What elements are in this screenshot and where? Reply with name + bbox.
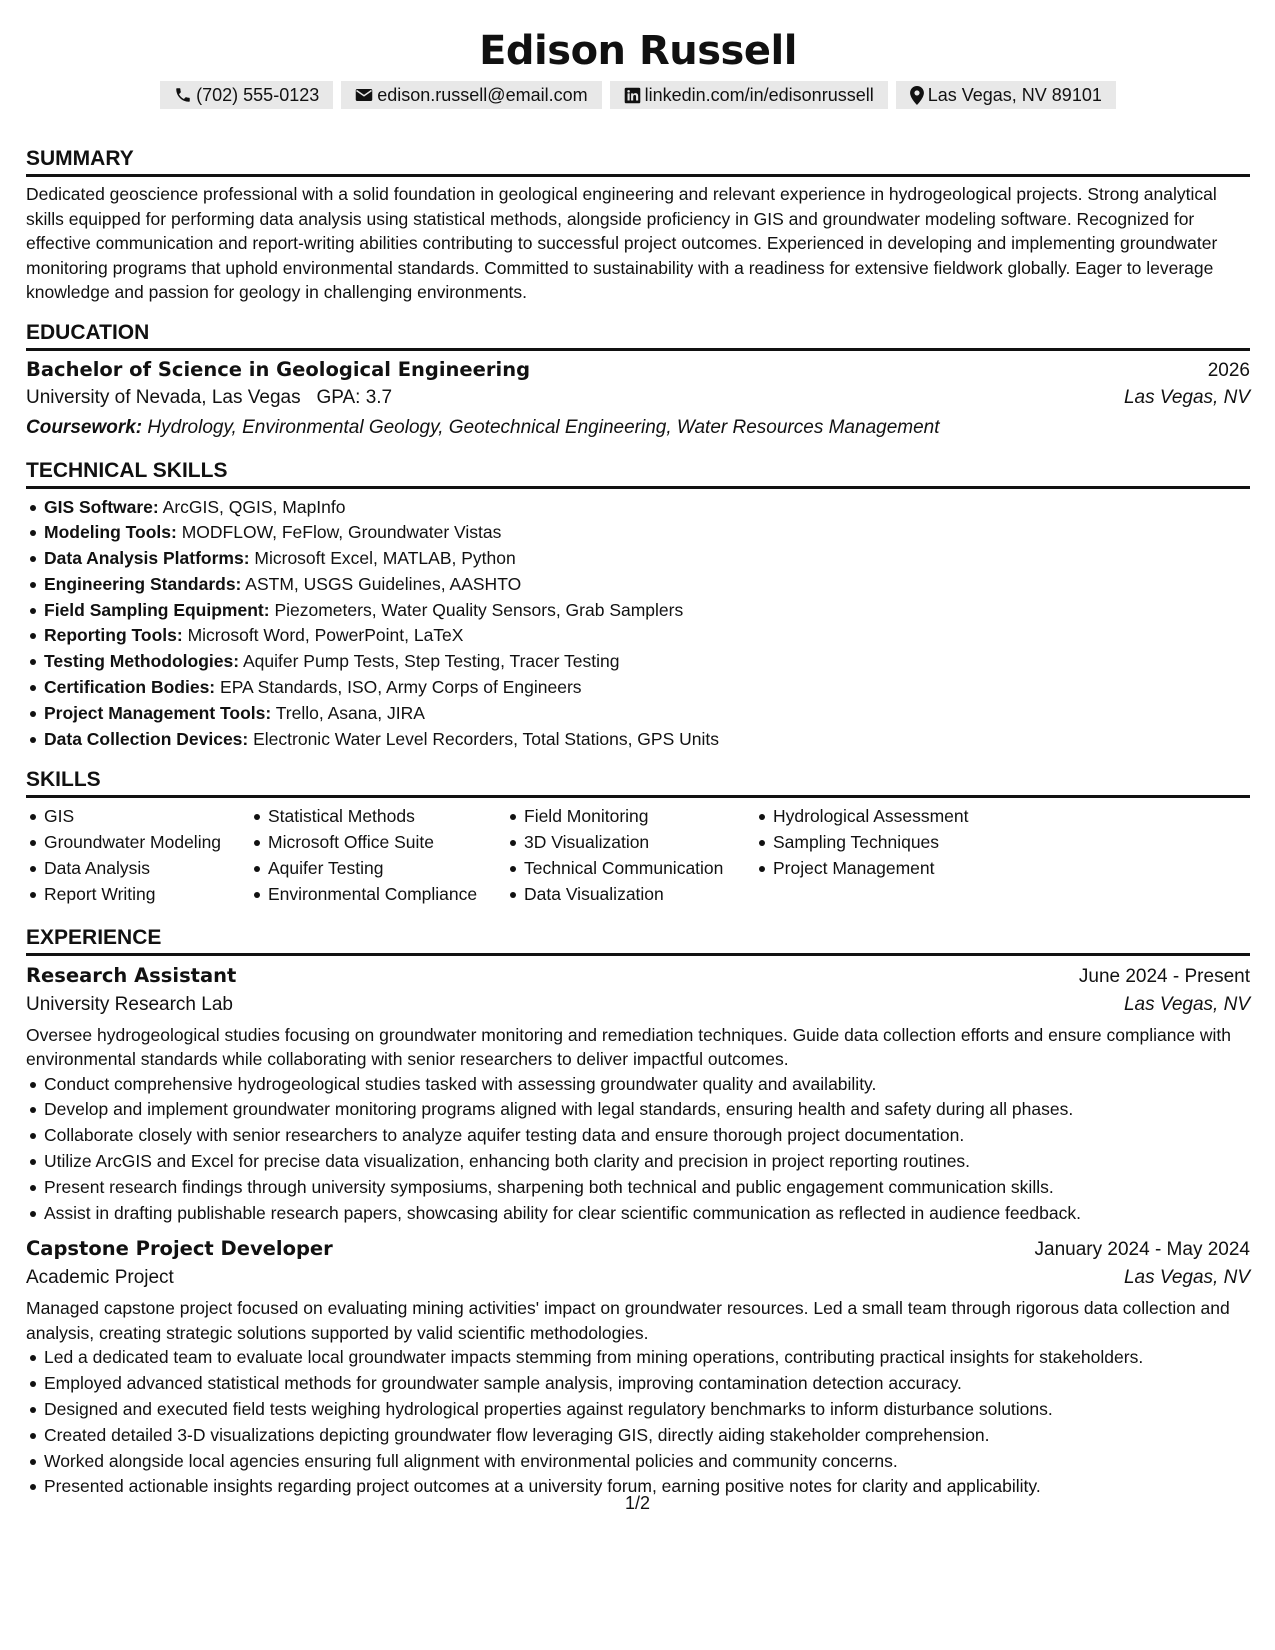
job-bullets: [26, 1345, 1250, 1500]
job-bullet: Worked alongside local agencies ensuring full alignment with environmental policies and community concerns.: [26, 1449, 1250, 1475]
technical-skill-value: Microsoft Word, PowerPoint, LaTeX: [187, 625, 464, 646]
experience-heading: EXPERIENCE: [26, 925, 162, 949]
technical-skill-label: GIS Software:: [44, 496, 159, 517]
technical-skill-value: ArcGIS, QGIS, MapInfo: [162, 496, 346, 517]
technical-skill-label: Modeling Tools:: [44, 522, 177, 543]
job-location: Las Vegas, NV: [1123, 993, 1250, 1015]
technical-skill-value: EPA Standards, ISO, Army Corps of Engineers: [220, 677, 582, 698]
technical-skill-label: Project Management Tools:: [44, 702, 272, 723]
email-text: edison.russell@email.com: [377, 85, 588, 105]
job-bullet: Designed and executed field tests weighing hydrological properties against regulatory benchmarks to inform disturbance solutions.: [26, 1397, 1250, 1423]
job-bullet: Assist in drafting publishable research papers, showcasing ability for clear scientific communication as reflected in audience feedback.: [26, 1201, 1250, 1227]
job-summary: Oversee hydrogeological studies focusing on groundwater monitoring and remediation techniques. Guide data collection efforts and ensure compliance with environmental standards while collaborating with senior researchers to deliver impactful outcomes.: [26, 1024, 1231, 1070]
envelope-icon: [355, 87, 373, 103]
job-title-row: [26, 964, 1250, 988]
phone-text: (702) 555-0123: [196, 85, 320, 105]
experience-entry: [26, 964, 1250, 1227]
skill-item: 3D Visualization: [506, 830, 755, 856]
section-divider: [26, 174, 1250, 177]
technical-skill-item: [26, 495, 1250, 521]
technical-skill-label: Reporting Tools:: [44, 625, 183, 646]
technical-skill-item: [26, 701, 1250, 727]
job-org-row: [26, 994, 1250, 1016]
skill-item: Aquifer Testing: [250, 856, 506, 882]
technical-skill-label: Data Analysis Platforms:: [44, 548, 250, 569]
coursework-label: Coursework:: [26, 416, 143, 438]
location-chip: [896, 81, 1116, 109]
technical-skill-item: [26, 520, 1250, 546]
skills-column: [755, 804, 1015, 907]
technical-skill-value: MODFLOW, FeFlow, Groundwater Vistas: [181, 522, 502, 543]
contact-bar: [26, 81, 1250, 109]
job-bullet: Employed advanced statistical methods for groundwater sample analysis, improving contamination detection accuracy.: [26, 1371, 1250, 1397]
technical-skills-list: [26, 495, 1250, 753]
technical-skill-label: Data Collection Devices:: [44, 728, 249, 749]
experience-entry: [26, 1237, 1250, 1500]
linkedin-text: linkedin.com/in/edisonrussell: [644, 85, 874, 105]
skill-item: GIS: [26, 804, 250, 830]
map-pin-icon: [910, 86, 924, 105]
technical-skill-label: Engineering Standards:: [44, 573, 242, 594]
technical-skill-item: [26, 623, 1250, 649]
job-bullet: Conduct comprehensive hydrogeological studies tasked with assessing groundwater quality and availability.: [26, 1072, 1250, 1098]
job-bullets: [26, 1072, 1250, 1227]
summary-heading: SUMMARY: [26, 147, 134, 170]
coursework-list: Hydrology, Environmental Geology, Geotechnical Engineering, Water Resources Management: [147, 416, 940, 438]
technical-skill-item: [26, 649, 1250, 675]
section-divider: [26, 486, 1250, 489]
candidate-name: Edison Russell: [479, 28, 797, 74]
resume-page: [26, 0, 1250, 1500]
job-title-row: [26, 1237, 1250, 1261]
section-divider: [26, 953, 1250, 956]
location-text: Las Vegas, NV 89101: [927, 85, 1102, 105]
skill-item: Technical Communication: [506, 856, 755, 882]
skill-item: Statistical Methods: [250, 804, 506, 830]
skills-column: [506, 804, 755, 907]
skill-item: Data Visualization: [506, 882, 755, 908]
skills-column: [26, 804, 250, 907]
job-organization: Academic Project: [26, 1267, 174, 1289]
linkedin-icon: [624, 87, 641, 104]
skills-grid: [26, 804, 1250, 907]
skill-item: Microsoft Office Suite: [250, 830, 506, 856]
technical-skill-item: [26, 572, 1250, 598]
education-heading: EDUCATION: [26, 320, 150, 344]
coursework: [26, 417, 1250, 439]
skill-item: Sampling Techniques: [755, 830, 1015, 856]
technical-skill-label: Certification Bodies:: [44, 677, 216, 698]
job-organization: University Research Lab: [26, 993, 233, 1015]
skills-heading: SKILLS: [26, 768, 101, 792]
job-summary: Managed capstone project focused on evaluating mining activities' impact on groundwater resources. Led a small team through rigorous data collection and analysis, creating strategic solutions supported by valid scientific methodologies.: [26, 1298, 1230, 1343]
degree-title: Bachelor of Science in Geological Engineering: [26, 357, 531, 381]
job-org-row: [26, 1267, 1250, 1289]
job-location: Las Vegas, NV: [1123, 1267, 1250, 1289]
technical-skill-label: Testing Methodologies:: [44, 651, 240, 672]
graduation-year: 2026: [1207, 359, 1250, 381]
school-location: Las Vegas, NV: [1123, 386, 1250, 408]
technical-skill-value: Microsoft Excel, MATLAB, Python: [254, 548, 516, 569]
skill-item: Project Management: [755, 856, 1015, 882]
technical-skill-value: Aquifer Pump Tests, Step Testing, Tracer Testing: [243, 651, 620, 672]
technical-skill-value: ASTM, USGS Guidelines, AASHTO: [245, 573, 522, 594]
section-divider: [26, 795, 1250, 798]
summary-text: Dedicated geoscience professional with a solid foundation in geological engineering and relevant experience in hydrogeological projects. Strong analytical skills equipped for performing data analysis using statistical methods, alongside proficiency in GIS and groundwater modeling software. Recognized for effective communication and report-writing abilities contributing to successful project outcomes. Experienced in developing and implementing groundwater monitoring programs that uphold environmental standards. Committed to sustainability with a readiness for extensive fieldwork globally. Eager to leverage knowledge and passion for geology in challenging environments.: [26, 184, 1218, 302]
school-name: University of Nevada, Las Vegas: [26, 386, 301, 408]
education-school-row: [26, 387, 1250, 409]
linkedin-chip[interactable]: [610, 81, 888, 109]
skill-item: Hydrological Assessment: [755, 804, 1015, 830]
technical-skill-value: Trello, Asana, JIRA: [275, 702, 425, 723]
technical-skill-value: Piezometers, Water Quality Sensors, Grab Samplers: [274, 599, 684, 620]
job-title: Research Assistant: [26, 963, 237, 987]
phone-icon: [174, 86, 192, 104]
job-bullet: Present research findings through university symposiums, sharpening both technical and public engagement communication skills.: [26, 1175, 1250, 1201]
job-title: Capstone Project Developer: [26, 1237, 333, 1261]
job-dates: June 2024 - Present: [1078, 965, 1250, 987]
technical-skill-item: [26, 727, 1250, 753]
skills-column: [250, 804, 506, 907]
skill-item: Environmental Compliance: [250, 882, 506, 908]
job-bullet: Develop and implement groundwater monitoring programs aligned with legal standards, ensuring health and safety during all phases.: [26, 1097, 1250, 1123]
skill-item: Report Writing: [26, 882, 250, 908]
education-degree-row: [26, 358, 1250, 382]
job-bullet: Presented actionable insights regarding project outcomes at a university forum, earning positive notes for clarity and applicability.: [26, 1474, 1250, 1500]
section-divider: [26, 348, 1250, 351]
job-bullet: Utilize ArcGIS and Excel for precise data visualization, enhancing both clarity and precision in project reporting routines.: [26, 1149, 1250, 1175]
job-bullet: Led a dedicated team to evaluate local groundwater impacts stemming from mining operations, contributing practical insights for stakeholders.: [26, 1345, 1250, 1371]
skill-item: Field Monitoring: [506, 804, 755, 830]
school-info: [26, 387, 392, 409]
phone-chip[interactable]: [160, 81, 333, 109]
technical-skill-item: [26, 675, 1250, 701]
page-number: 1/2: [624, 1493, 651, 1513]
job-bullet: Created detailed 3-D visualizations depicting groundwater flow leveraging GIS, directly aiding stakeholder comprehension.: [26, 1423, 1250, 1449]
job-bullet: Collaborate closely with senior researchers to analyze aquifer testing data and ensure thorough project documentation.: [26, 1123, 1250, 1149]
technical-skills-heading: TECHNICAL SKILLS: [26, 458, 228, 482]
technical-skill-item: [26, 598, 1250, 624]
email-chip[interactable]: [341, 81, 601, 109]
job-dates: January 2024 - May 2024: [1034, 1239, 1250, 1261]
skill-item: Groundwater Modeling: [26, 830, 250, 856]
technical-skill-label: Field Sampling Equipment:: [44, 599, 270, 620]
technical-skill-item: [26, 546, 1250, 572]
experience-list: [26, 964, 1250, 1501]
skill-item: Data Analysis: [26, 856, 250, 882]
technical-skill-value: Electronic Water Level Recorders, Total Stations, GPS Units: [253, 728, 719, 749]
gpa: GPA: 3.7: [316, 386, 393, 408]
